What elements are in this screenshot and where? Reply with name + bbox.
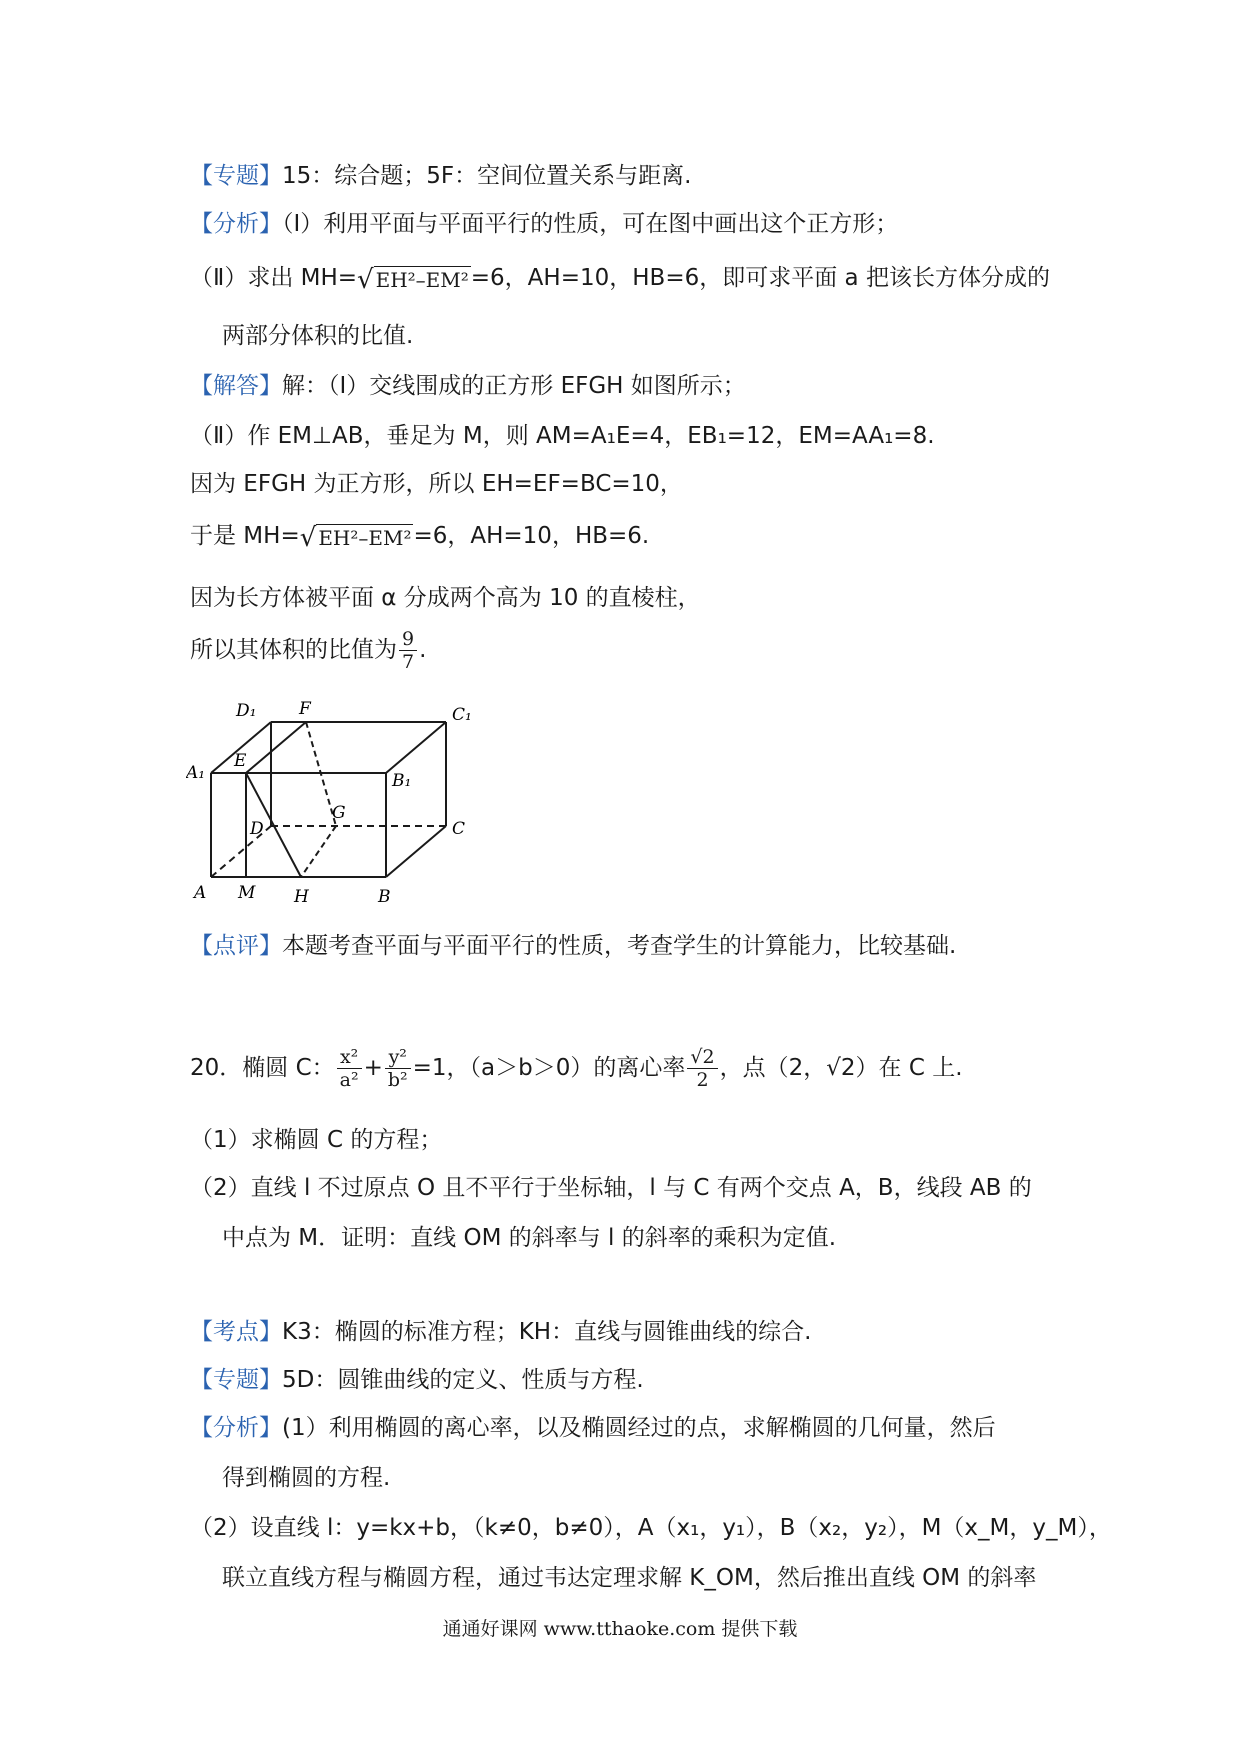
jieda-4-suffix: =6，AH=10，HB=6. <box>413 523 650 549</box>
page-footer: 通通好课网 www.tthaoke.com 提供下载 <box>442 1618 798 1640</box>
fenxi-tag: 【分析】 <box>190 211 282 237</box>
q20-part1-text: （1）求椭圆 C 的方程； <box>190 1127 443 1153</box>
q20-fenxi-line-4 <box>222 1562 1036 1594</box>
fenxi-2-prefix: （Ⅱ）求出 MH= <box>190 265 358 291</box>
jieda-6-suffix: . <box>419 637 427 663</box>
sqrt-expression: √ EH²–EM² <box>357 264 469 295</box>
q20-part2-line1 <box>190 1172 1032 1204</box>
q20-stem: 20．椭圆 C： $\frac{\text{x²}}{\text{a²}}$ + $\frac{\text{y²}}{\text{b²}}$ =1，（a＞b＞0）的离心率 $\frac{√2}{2}$ ，点（2，√2）在 C 上. <box>190 1046 963 1091</box>
dianping-text: 本题考查平面与平面平行的性质，考查学生的计算能力，比较基础. <box>282 933 957 959</box>
frac-den: 7 <box>399 650 417 673</box>
fraction-ecc <box>687 1046 717 1091</box>
q20-fenxi-line <box>190 1412 996 1444</box>
sqrt-body-2: EH²–EM² <box>318 526 412 550</box>
fenxi-text-3: 两部分体积的比值. <box>222 323 414 349</box>
q19-fenxi-line-3 <box>222 320 413 352</box>
jieda-text-1: 解：（Ⅰ）交线围成的正方形 EFGH 如图所示； <box>282 373 746 399</box>
zhuanti-tag: 【专题】 <box>190 163 282 189</box>
q19-jieda-line <box>190 370 746 402</box>
edge-b-c <box>386 826 446 877</box>
label-C: C <box>452 819 466 839</box>
label-A: A <box>194 883 207 903</box>
label-G: G <box>332 803 346 823</box>
q19-dianping-line <box>190 930 956 962</box>
edge-b1-c1 <box>386 722 446 773</box>
label-M: M <box>238 883 256 903</box>
fenxi-text-1: （Ⅰ）利用平面与平面平行的性质，可在图中画出这个正方形； <box>282 211 899 237</box>
jieda-text-3: 因为 EFGH 为正方形，所以 EH=EF=BC=10， <box>190 471 683 497</box>
fraction-9-7 <box>399 628 417 673</box>
fenxi-2-suffix: =6，AH=10，HB=6，即可求平面 a 把该长方体分成的 <box>470 265 1050 291</box>
q20-kaodian-line <box>190 1316 811 1348</box>
jieda-6-prefix: 所以其体积的比值为 <box>190 637 397 663</box>
q20-stem-mid: =1，（a＞b＞0）的离心率 <box>412 1055 686 1081</box>
q19-jieda-line-5 <box>190 582 701 614</box>
label-B1: B₁ <box>392 771 412 791</box>
dianping-tag: 【点评】 <box>190 933 282 959</box>
q20-fenxi-line-2 <box>222 1462 390 1494</box>
q19-jieda-line-3 <box>190 468 683 500</box>
label-C1: C₁ <box>452 705 472 725</box>
jieda-4-prefix: 于是 MH= <box>190 523 300 549</box>
q20-fenxi-text-3: （2）设直线 l：y=kx+b，（k≠0，b≠0），A（x₁，y₁），B（x₂，y₂），M（x_M，y_M）， <box>190 1515 1112 1541</box>
frac-num: 9 <box>402 628 415 650</box>
box-figure <box>186 686 486 911</box>
frac-ecc-num: √2 <box>690 1046 715 1068</box>
q20-part2-text-1: （2）直线 l 不过原点 O 且不平行于坐标轴，l 与 C 有两个交点 A，B，线段 AB 的 <box>190 1175 1032 1201</box>
kaodian-tag: 【考点】 <box>190 1319 282 1345</box>
q19-jieda-line-4 <box>190 520 649 553</box>
q20-zhuanti-tag: 【专题】 <box>190 1367 282 1393</box>
q20-fenxi-tag: 【分析】 <box>190 1415 282 1441</box>
q20-zhuanti-line <box>190 1364 644 1396</box>
jieda-text-2: （Ⅱ）作 EM⊥AB，垂足为 M，则 AM=A₁E=4，EB₁=12，EM=AA₁=8. <box>190 423 935 449</box>
q20-zhuanti-text: 5D：圆锥曲线的定义、性质与方程. <box>282 1367 644 1393</box>
sqrt-expression-2: √ EH²–EM² <box>299 522 412 553</box>
frac-ecc-den: 2 <box>687 1068 717 1091</box>
kaodian-text: K3：椭圆的标准方程；KH：直线与圆锥曲线的综合. <box>282 1319 812 1345</box>
q19-jieda-line-6 <box>190 628 426 673</box>
q19-fenxi-line-2 <box>190 262 1050 295</box>
frac-x-den: a² <box>337 1068 362 1091</box>
jieda-text-5: 因为长方体被平面 α 分成两个高为 10 的直棱柱， <box>190 585 701 611</box>
label-D1: D₁ <box>236 701 257 721</box>
frac-x-num: x² <box>339 1046 359 1068</box>
q20-stem-prefix: 20．椭圆 C： <box>190 1055 335 1081</box>
edge-e-f <box>246 722 306 773</box>
frac-y-num: y² <box>388 1046 407 1068</box>
fraction-y2-b2 <box>385 1046 411 1091</box>
label-H: H <box>294 887 309 907</box>
label-D: D <box>250 819 264 839</box>
q20-fenxi-text-1: (1）利用椭圆的离心率，以及椭圆经过的点，求解椭圆的几何量，然后 <box>282 1415 996 1441</box>
q19-fenxi-line <box>190 208 898 240</box>
fraction-x2-a2 <box>337 1046 362 1091</box>
q20-fenxi-text-2: 得到椭圆的方程. <box>222 1465 391 1491</box>
label-E: E <box>234 751 247 771</box>
q20-part2-line2 <box>222 1222 836 1254</box>
jieda-tag: 【解答】 <box>190 373 282 399</box>
q19-jieda-line-2 <box>190 420 935 452</box>
q20-part2-text-2: 中点为 M．证明：直线 OM 的斜率与 l 的斜率的乘积为定值. <box>222 1225 837 1251</box>
q20-fenxi-text-4: 联立直线方程与椭圆方程，通过韦达定理求解 K_OM，然后推出直线 OM 的斜率 <box>222 1565 1037 1591</box>
q20-part1 <box>190 1124 442 1156</box>
edge-g-h-hidden <box>301 826 336 877</box>
q19-zhuanti-line <box>190 160 691 192</box>
q20-stem-point: ，点（2，√2）在 C 上. <box>719 1055 963 1081</box>
label-F: F <box>299 699 311 719</box>
label-A1: A₁ <box>186 763 206 783</box>
label-B: B <box>378 887 391 907</box>
q20-fenxi-line-3 <box>190 1512 1112 1544</box>
sqrt-body: EH²–EM² <box>375 268 469 292</box>
zhuanti-text: 15：综合题；5F：空间位置关系与距离. <box>282 163 692 189</box>
frac-y-den: b² <box>385 1068 411 1091</box>
